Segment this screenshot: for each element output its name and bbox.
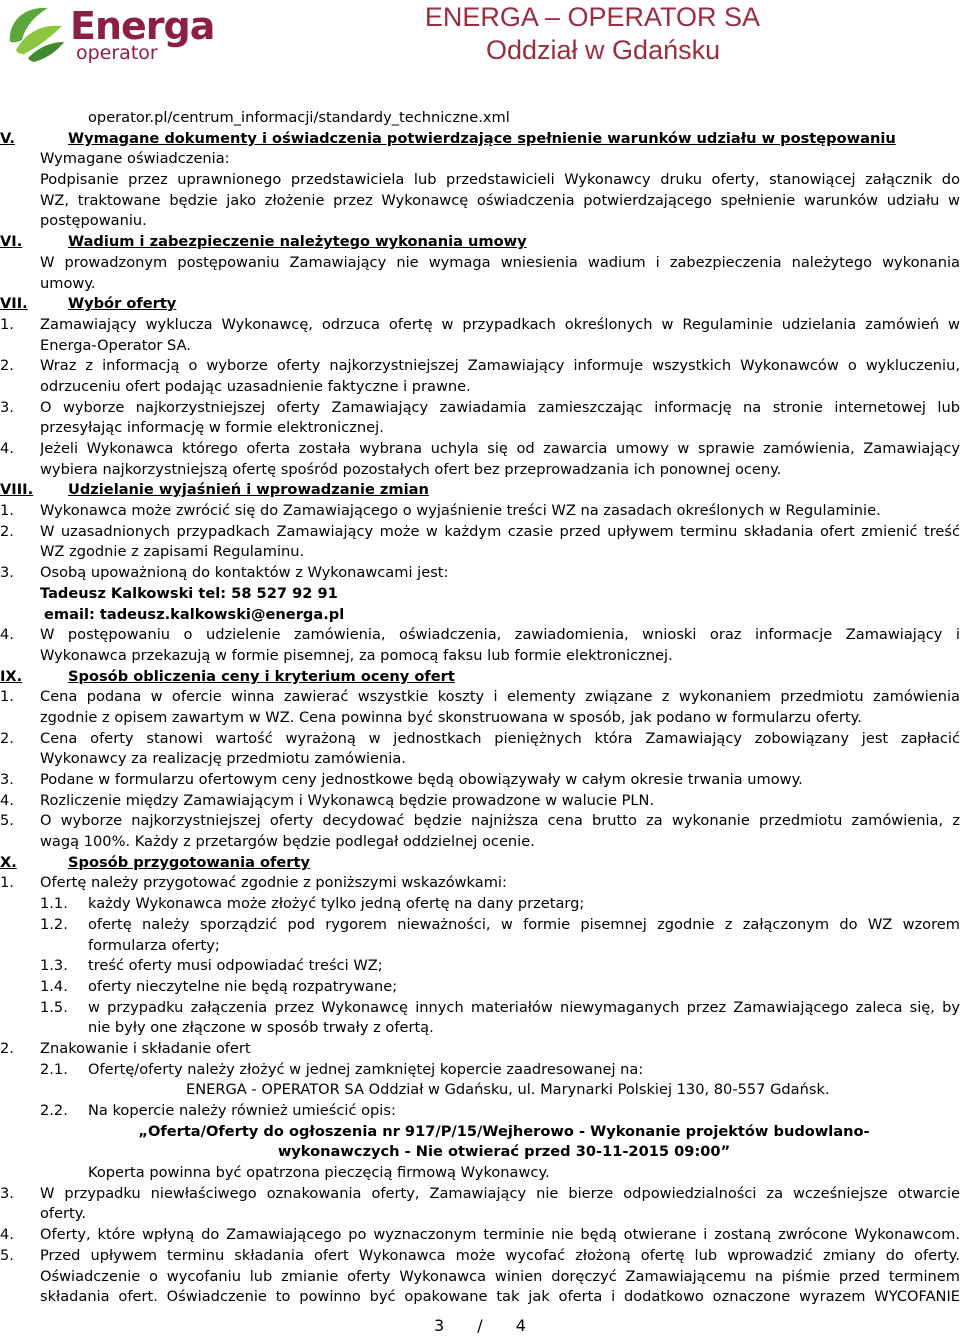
list-item: 5. O wyborze najkorzystniejszej oferty decydować będzie najniższa cena brutto za wykonanie przedmiotu zamówienia, z bbox=[0, 812, 960, 830]
url-text: operator.pl/centrum_informacji/standardy_techniczne.xml bbox=[88, 109, 510, 126]
contact-name: Tadeusz Kalkowski tel: 58 527 92 91 bbox=[40, 584, 338, 602]
sub-list-item: 1.2. ofertę należy sporządzić pod rygorem nieważności, w formie pisemnej zgodnie z załączonym do WZ wzorem bbox=[40, 915, 960, 933]
list-item: 2. W uzasadnionych przypadkach Zamawiający może w każdym czasie przed upływem terminu składania ofert zmienić treść bbox=[0, 522, 960, 540]
text-line: Wykonawca przekazują w formie pisemnej, za pomocą faksu lub formie elektronicznej. bbox=[40, 646, 673, 664]
section-title: Sposób obliczenia ceny i kryterium oceny ofert bbox=[68, 667, 455, 685]
text-line: formularza oferty; bbox=[88, 936, 220, 954]
list-item: 1. Ofertę należy przygotować zgodnie z poniższymi wskazówkami: bbox=[0, 874, 507, 892]
text-line: postępowaniu. bbox=[40, 212, 147, 230]
section-heading bbox=[0, 480, 960, 501]
envelope-label: „Oferta/Oferty do ogłoszenia nr 917/P/15/Wejherowo - Wykonanie projektów budowlano- bbox=[138, 1122, 870, 1140]
sub-list-item: 1.4. oferty nieczytelne nie będą rozpatrywane; bbox=[40, 977, 398, 995]
text-line: wagą 100%. Każdy z przetargów będzie podlegał oddzielnej ocenie. bbox=[40, 833, 535, 851]
section-number: IX. bbox=[0, 667, 23, 685]
list-item: 4. Rozliczenie między Zamawiającym i Wykonawcą będzie prowadzone w walucie PLN. bbox=[0, 791, 655, 809]
list-item: 4. Oferty, które wpłyną do Zamawiającego po wyznaczonym terminie nie będą otwierane i zostaną zwrócone Wykonawcom. bbox=[0, 1226, 960, 1244]
sub-list-item: 2.1. Ofertę/oferty należy złożyć w jednej zamkniętej kopercie zaadresowanej na: bbox=[40, 1060, 644, 1078]
text-line: W prowadzonym postępowaniu Zamawiający nie wymaga wniesienia wadium i zabezpieczenia należytego wykonania bbox=[40, 253, 960, 271]
list-item: 5. Przed upływem terminu składania ofert Wykonawca może wycofać złożoną ofertę lub wprowadzić zmiany do oferty. bbox=[0, 1246, 960, 1264]
text-line: WZ, traktowane będzie jako złożenie przez Wykonawcę oświadczenia potwierdzającego spełnienie warunków udziału w bbox=[40, 191, 960, 209]
list-item: 2. Cena oferty stanowi wartość wyrażoną w jednostkach pieniężnych która Zamawiający zobowiązany jest zapłacić bbox=[0, 729, 960, 747]
text-line: WZ zgodnie z zapisami Regulaminu. bbox=[40, 543, 305, 561]
section-heading bbox=[0, 667, 960, 688]
page-header bbox=[0, 0, 960, 80]
text-line: oferty. bbox=[40, 1205, 86, 1223]
page-number bbox=[0, 1316, 960, 1335]
text-line: Energa-Operator SA. bbox=[40, 336, 191, 354]
envelope-label: wykonawczych - Nie otwierać przed 30-11-2015 09:00” bbox=[277, 1143, 731, 1161]
sub-list-item: 1.1. każdy Wykonawca może złożyć tylko jedną ofertę na dany przetarg; bbox=[40, 895, 585, 913]
document-body bbox=[0, 108, 960, 1308]
list-item: 4. Jeżeli Wykonawca którego oferta została wybrana uchyla się od zawarcia umowy w sprawie zamówienia, Zamawiający bbox=[0, 440, 960, 457]
section-number: X. bbox=[0, 853, 17, 871]
section-number: VII. bbox=[0, 295, 28, 313]
text-line: Wymagane oświadczenia: bbox=[40, 150, 230, 168]
list-item: 1. Cena podana w ofercie winna zawierać wszystkie koszty i elementy związane z wykonaniem przedmiotu zamówienia bbox=[0, 688, 960, 706]
list-item: 3. Osobą upoważnioną do kontaktów z Wykonawcami jest: bbox=[0, 564, 449, 582]
section-title: Wybór oferty bbox=[68, 295, 177, 313]
section-number: VI. bbox=[0, 233, 23, 251]
list-item: 3. Podane w formularzu ofertowym ceny jednostkowe będą obowiązywały w całym okresie trwania umowy. bbox=[0, 771, 803, 788]
address-line: ENERGA - OPERATOR SA Oddział w Gdańsku, ul. Marynarki Polskiej 130, 80-557 Gdańsk. bbox=[186, 1081, 830, 1099]
text-line: Oświadczenie o wycofaniu lub zmianie oferty Wykonawca winien doręczyć Zamawiającemu na piśmie przed terminem bbox=[40, 1267, 960, 1285]
text-line: przesyłając informację w formie elektronicznej. bbox=[40, 419, 384, 437]
list-item: 4. W postępowaniu o udzielenie zamówienia, oświadczenia, zawiadomienia, wnioski oraz informacje Zamawiający i bbox=[0, 626, 960, 644]
sub-list-item: 1.5. w przypadku załączenia przez Wykonawcę innych materiałów niewymaganych przez Zamawiającego zaleca się, by bbox=[40, 998, 960, 1016]
text-line: wybiera najkorzystniejszą ofertę spośród pozostałych ofert bez przeprowadzania ich ponownej oceny. bbox=[40, 460, 782, 478]
section-title: Wadium i zabezpieczenie należytego wykonania umowy bbox=[68, 233, 527, 251]
list-item: 3. O wyborze najkorzystniejszej oferty Zamawiający zawiadamia zamieszczając informację na stronie internetowej lub bbox=[0, 398, 960, 416]
header-subtitle: Oddział w Gdańsku bbox=[486, 35, 721, 65]
section-heading bbox=[0, 129, 960, 150]
section-title: Udzielanie wyjaśnień i wprowadzanie zmian bbox=[68, 481, 429, 499]
sub-list-item: 1.3. treść oferty musi odpowiadać treści WZ; bbox=[40, 957, 383, 975]
text-line: Wykonawcy za realizację przedmiotu zamówienia. bbox=[40, 750, 406, 768]
list-item: 2. Wraz z informacją o wyborze oferty najkorzystniejszej Zamawiający informuje wszystkich Wykonawców o wykluczeniu, bbox=[0, 357, 960, 375]
energa-logo bbox=[4, 2, 215, 68]
text-line: Koperta powinna być opatrzona pieczęcią firmową Wykonawcy. bbox=[88, 1164, 550, 1182]
current-page: 3 bbox=[434, 1316, 445, 1335]
section-title: Sposób przygotowania oferty bbox=[68, 853, 310, 871]
section-heading bbox=[0, 853, 960, 874]
text-line: zgodnie z opisem zawartym w WZ. Cena powinna być skonstruowana w sposób, jak podano w formularzu oferty. bbox=[40, 708, 862, 726]
contact-email: email: tadeusz.kalkowski@energa.pl bbox=[44, 605, 345, 623]
list-item: 1. Zamawiający wyklucza Wykonawcę, odrzuca ofertę w przypadkach określonych w Regulaminie udzielania zamówień w bbox=[0, 315, 960, 333]
text-line: Podpisanie przez uprawnionego przedstawiciela lub przedstawicieli Wykonawcy druku oferty, stanowiącej załącznik do bbox=[40, 171, 960, 189]
header-title: ENERGA – OPERATOR SA bbox=[424, 2, 760, 32]
list-item: 3. W przypadku niewłaściwego oznakowania oferty, Zamawiający nie bierze odpowiedzialności za wcześniejsze otwarcie bbox=[0, 1184, 960, 1202]
section-number: V. bbox=[0, 129, 15, 147]
sub-list-item: 2.2. Na kopercie należy również umieścić opis: bbox=[40, 1102, 396, 1119]
section-heading bbox=[0, 232, 960, 253]
section-title: Wymagane dokumenty i oświadczenia potwierdzające spełnienie warunków udziału w postępowaniu bbox=[68, 129, 896, 147]
page-separator: / bbox=[477, 1316, 483, 1335]
text-line: umowy. bbox=[40, 274, 96, 292]
text-line: odrzuceniu ofert podając uzasadnienie faktyczne i prawne. bbox=[40, 377, 471, 395]
energa-leaf-icon bbox=[4, 2, 66, 64]
total-pages: 4 bbox=[515, 1316, 526, 1335]
text-line bbox=[0, 108, 960, 129]
section-number: VIII. bbox=[0, 481, 34, 499]
text-line: składania ofert. Oświadczenie to powinno być opakowane tak jak oferta i dodatkowo oznaczone wyrazem WYCOFANIE bbox=[40, 1288, 960, 1306]
list-item: 1. Wykonawca może zwrócić się do Zamawiającego o wyjaśnienie treści WZ na zasadach określonych w Regulaminie. bbox=[0, 502, 881, 520]
logo-wordmark: Energa bbox=[70, 4, 215, 48]
logo-subtitle: operator bbox=[76, 42, 158, 64]
list-item: 2. Znakowanie i składanie ofert bbox=[0, 1039, 251, 1057]
section-heading bbox=[0, 294, 960, 315]
text-line: nie były one złączone w sposób trwały z ofertą. bbox=[88, 1019, 434, 1037]
